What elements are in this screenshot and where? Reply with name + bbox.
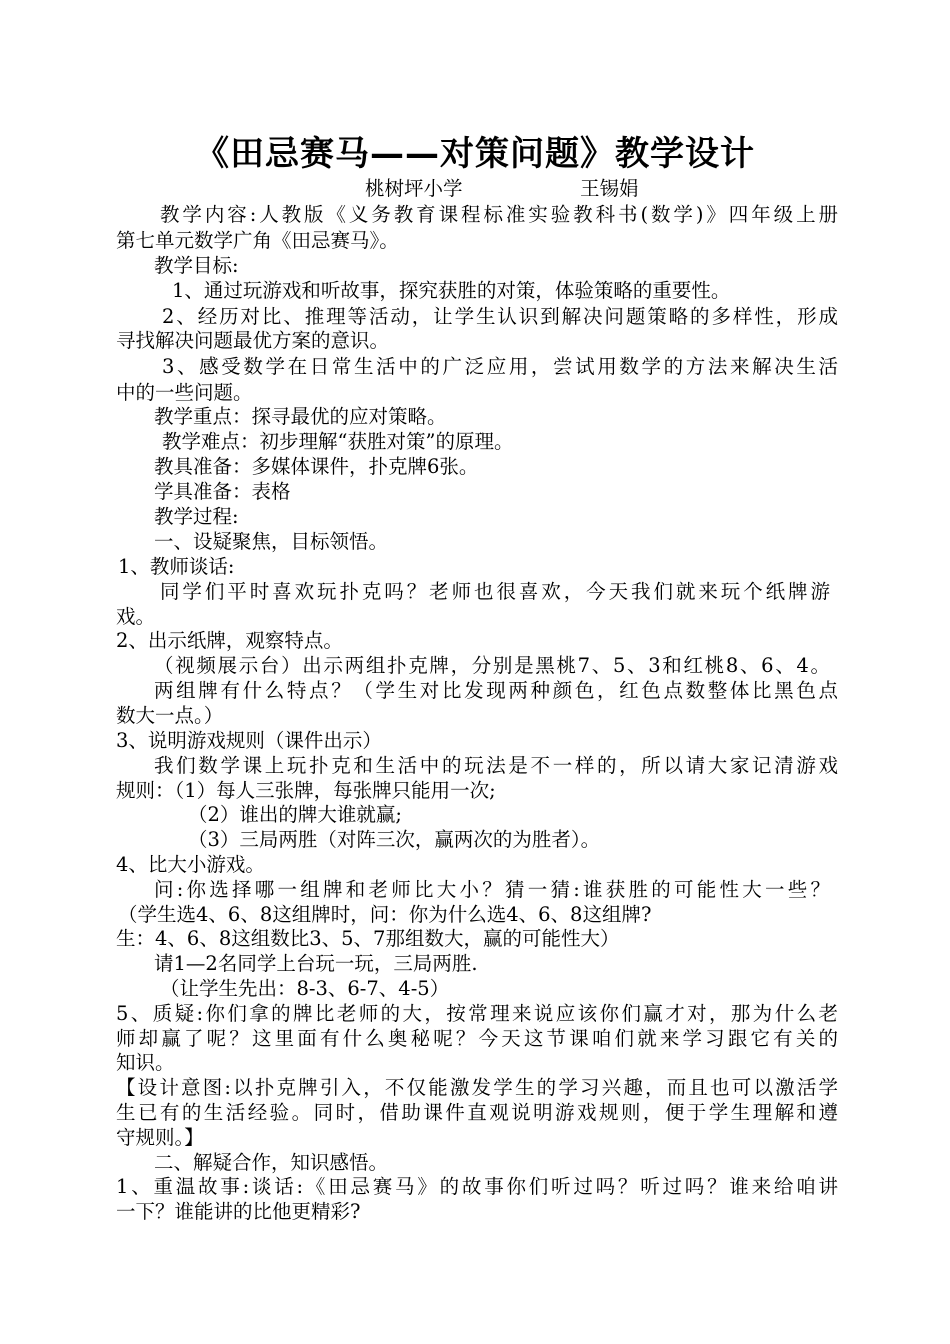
paragraph-line: （2）谁出的牌大谁就赢; <box>188 803 402 826</box>
paragraph-line: 戏。 <box>116 605 156 628</box>
paragraph-line: 2、经历对比、推理等活动，让学生认识到解决问题策略的多样性，形成 <box>162 305 838 328</box>
paragraph-line: 3、感受数学在日常生活中的广泛应用，尝试用数学的方法来解决生活 <box>162 355 838 378</box>
paragraph-line: （视频展示台）出示两组扑克牌，分别是黑桃7、5、3和红桃8、6、4。 <box>154 654 830 677</box>
paragraph-line: （让学生先出：8-3、6-7、4-5） <box>160 977 450 1000</box>
design-intent-line: 【设计意图:以扑克牌引入，不仅能激发学生的学习兴趣，而且也可以激活学 <box>116 1076 838 1099</box>
paragraph-line: 规则：（1）每人三张牌，每张牌只能用一次; <box>116 779 496 802</box>
paragraph-line: 我们数学课上玩扑克和生活中的玩法是不一样的，所以请大家记清游戏 <box>154 754 838 777</box>
paragraph-line: 教学内容:人教版《义务教育课程标准实验教科书(数学)》四年级上册 <box>160 203 838 226</box>
paragraph-line: （学生选4、6、8这组牌时，问：你为什么选4、6、8这组牌? <box>118 903 652 926</box>
paragraph-line: 3、说明游戏规则（课件出示） <box>116 729 382 752</box>
paragraph-line: 5、质疑:你们拿的牌比老师的大，按常理来说应该你们赢才对，那为什么老 <box>116 1002 838 1025</box>
paragraph-line: 教学难点：初步理解“获胜对策”的原理。 <box>162 430 514 453</box>
paragraph-line: 1、通过玩游戏和听故事，探究获胜的对策，体验策略的重要性。 <box>172 279 731 302</box>
paragraph-line: 中的一些问题。 <box>116 381 253 404</box>
paragraph-line: 一下？谁能讲的比他更精彩? <box>116 1200 361 1223</box>
paragraph-line: 教具准备：多媒体课件，扑克牌6张。 <box>154 455 479 478</box>
paragraph-line: （3）三局两胜（对阵三次，赢两次的为胜者）。 <box>188 828 601 851</box>
paragraph-line: 两组牌有什么特点？（学生对比发现两种颜色，红色点数整体比黑色点 <box>154 679 838 702</box>
paragraph-line: 1、教师谈话: <box>118 555 235 578</box>
paragraph-line: 第七单元数学广角《田忌赛马》。 <box>116 229 399 252</box>
paragraph-line: 请1—2名同学上台玩一玩，三局两胜. <box>154 952 478 975</box>
author-name: 王锡娟 <box>580 177 639 200</box>
paragraph-line: 问:你选择哪一组牌和老师比大小？猜一猜:谁获胜的可能性大一些？ <box>154 878 830 901</box>
section-heading: 一、设疑聚焦，目标领悟。 <box>154 530 389 553</box>
paragraph-line: 2、出示纸牌，观察特点。 <box>116 629 343 652</box>
design-intent-line: 守规则。】 <box>116 1126 204 1149</box>
section-heading: 二、解疑合作，知识感悟。 <box>154 1151 389 1174</box>
paragraph-line: 知识。 <box>116 1051 175 1074</box>
paragraph-line: 教学重点：探寻最优的应对策略。 <box>154 405 447 428</box>
paragraph-line: 数大一点。） <box>116 704 224 727</box>
paragraph-line: 4、比大小游戏。 <box>116 853 265 876</box>
design-intent-line: 生已有的生活经验。同时，借助课件直观说明游戏规则，便于学生理解和遵 <box>116 1101 838 1124</box>
section-heading: 教学过程: <box>154 505 239 528</box>
section-heading: 教学目标: <box>154 254 239 277</box>
paragraph-line: 同学们平时喜欢玩扑克吗？老师也很喜欢，今天我们就来玩个纸牌游 <box>160 580 830 603</box>
paragraph-line: 寻找解决问题最优方案的意识。 <box>116 329 390 352</box>
paragraph-line: 师却赢了呢？这里面有什么奥秘呢？今天这节课咱们就来学习跟它有关的 <box>116 1027 838 1050</box>
paragraph-line: 生：4、6、8这组数比3、5、7那组数大，赢的可能性大） <box>116 927 620 950</box>
paragraph-line: 1、重温故事:谈话:《田忌赛马》的故事你们听过吗？听过吗？谁来给咱讲 <box>116 1175 838 1198</box>
document-title: 《田忌赛马——对策问题》教学设计 <box>195 134 755 174</box>
school-name: 桃树坪小学 <box>365 177 463 200</box>
paragraph-line: 学具准备：表格 <box>154 480 291 503</box>
